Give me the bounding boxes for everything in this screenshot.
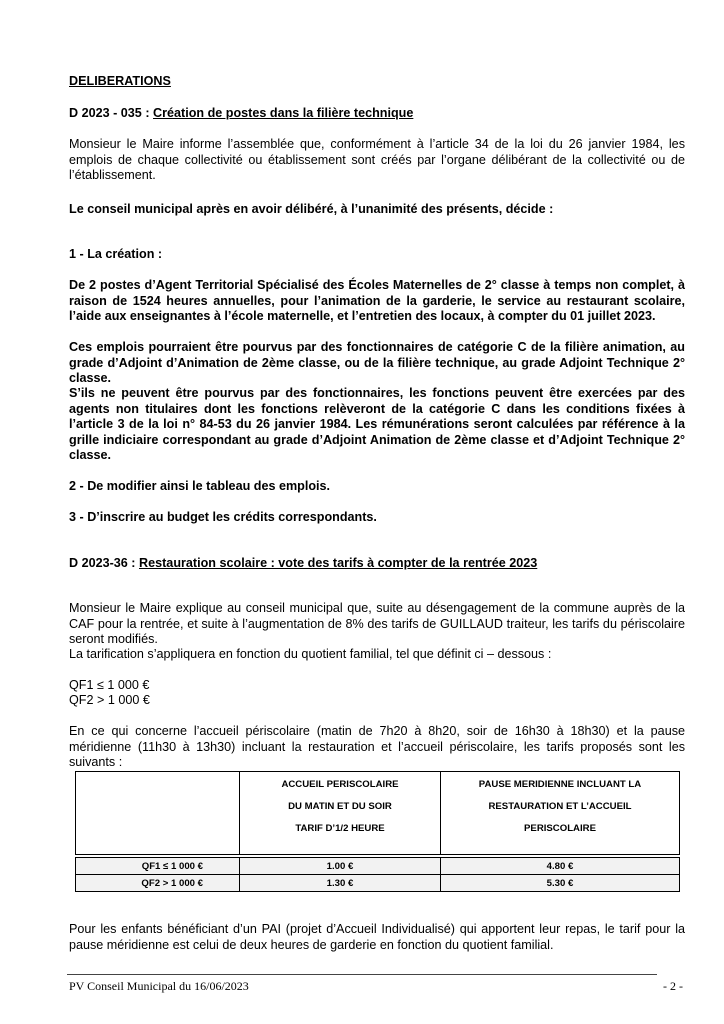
cell-accueil-qf2: 1.30 €: [240, 875, 441, 892]
qf2-definition: QF2 > 1 000 €: [69, 693, 150, 707]
deliberation-2-paragraph-1: Monsieur le Maire explique au conseil municipal que, suite au désengagement de la commune auprès de la CAF pour la rentrée, et suite à l’augmentation de 8% des tarifs de GUILLAUD traiteur, les tarifs du périscolaire seront modifiés.: [69, 601, 685, 646]
deliberation-1-decision: Le conseil municipal après en avoir délibéré, à l’unanimité des présents, décide :: [69, 202, 554, 216]
tarifs-table-header: [76, 772, 680, 855]
deliberation-2-title: Restauration scolaire : vote des tarifs à compter de la rentrée 2023: [139, 556, 538, 570]
item-2: 2 - De modifier ainsi le tableau des emplois.: [69, 479, 331, 493]
column-header-accueil-periscolaire: [240, 772, 441, 855]
table-row: [76, 875, 680, 892]
qf1-definition: QF1 ≤ 1 000 €: [69, 678, 150, 692]
item-1-paragraph-2: Ces emplois pourraient être pourvus par des fonctionnaires de catégorie C de la filière animation, au grade d’Adjoint d’Animation de 2ème classe, ou de la filière technique, au grade Adjoint Technique 2° classe.: [69, 340, 685, 385]
footer-divider: [67, 974, 657, 975]
deliberation-1-heading: [69, 106, 685, 122]
deliberation-1-code: D 2023 - 035 :: [69, 106, 154, 120]
column-header-pause-meridienne: [441, 772, 680, 855]
row-label-qf2: QF2 > 1 000 €: [76, 875, 240, 892]
column-header-line: PAUSE MERIDIENNE INCLUANT LA: [478, 779, 642, 790]
deliberation-2-paragraph-4: Pour les enfants bénéficiant d’un PAI (projet d’Accueil Individualisé) qui apportent leur repas, le tarif pour la pause méridienne est celui de deux heures de garderie en fonction du quotient familial.: [69, 922, 685, 952]
column-header-line: DU MATIN ET DU SOIR: [288, 801, 392, 812]
deliberation-2-code: D 2023-36 :: [69, 556, 140, 570]
deliberation-2-paragraph-3: En ce qui concerne l’accueil périscolaire (matin de 7h20 à 8h20, soir de 16h30 à 18h30) et la pause méridienne (11h30 à 13h30) incluant la restauration et l’accueil périscolaire, les tarifs proposés sont les suivants :: [69, 724, 685, 769]
deliberation-1-title: Création de postes dans la filière technique: [153, 106, 414, 120]
item-1-heading: 1 - La création :: [69, 247, 163, 261]
table-row: [76, 858, 680, 875]
footer-title: PV Conseil Municipal du 16/06/2023: [69, 979, 249, 993]
item-1-paragraph-1: De 2 postes d’Agent Territorial Spécialisé des Écoles Maternelles de 2° classe à temps non complet, à raison de 1524 heures annuelles, pour l’animation de la garderie, le service au restaurant scolaire, l’aide aux enseignantes à l’école maternelle, et l’entretien des locaux, à compter du 01 juillet 2023.: [69, 278, 685, 323]
deliberation-2-heading: [69, 556, 685, 572]
item-1-paragraph-3: S’ils ne peuvent être pourvus par des fonctionnaires, les fonctions peuvent être exercées par des agents non titulaires dont les fonctions relèveront de la catégorie C dans les conditions fixées à l’article 3 de la loi n° 84-53 du 26 janvier 1984. Les rémunérations seront calculées par référence à la grille indiciaire correspondant au grade d’Adjoint Animation de 2ème classe et d’Adjoint Technique 2° classe.: [69, 386, 685, 462]
section-title: DELIBERATIONS: [69, 74, 171, 88]
page-number: - 2 -: [663, 979, 683, 993]
cell-pause-qf2: 5.30 €: [441, 875, 680, 892]
deliberation-1-intro: Monsieur le Maire informe l’assemblée que, conformément à l’article 34 de la loi du 26 janvier 1984, les emplois de chaque collectivité ou établissement sont créés par l’organe délibérant de la collectivité ou de l’établissement.: [69, 137, 685, 182]
column-header-line: ACCUEIL PERISCOLAIRE: [281, 779, 399, 790]
deliberation-2-paragraph-2: La tarification s’appliquera en fonction du quotient familial, tel que définit ci – dessous :: [69, 647, 552, 661]
column-header-line: TARIF D’1/2 HEURE: [295, 823, 385, 834]
cell-accueil-qf1: 1.00 €: [240, 858, 441, 875]
tarifs-table-empty-header-cell: [76, 772, 240, 855]
tarifs-table: [75, 771, 680, 892]
column-header-line: RESTAURATION ET L’ACCUEIL: [488, 801, 632, 812]
row-label-qf1: QF1 ≤ 1 000 €: [76, 858, 240, 875]
cell-pause-qf1: 4.80 €: [441, 858, 680, 875]
column-header-line: PERISCOLAIRE: [524, 823, 596, 834]
item-3: 3 - D’inscrire au budget les crédits correspondants.: [69, 510, 377, 524]
